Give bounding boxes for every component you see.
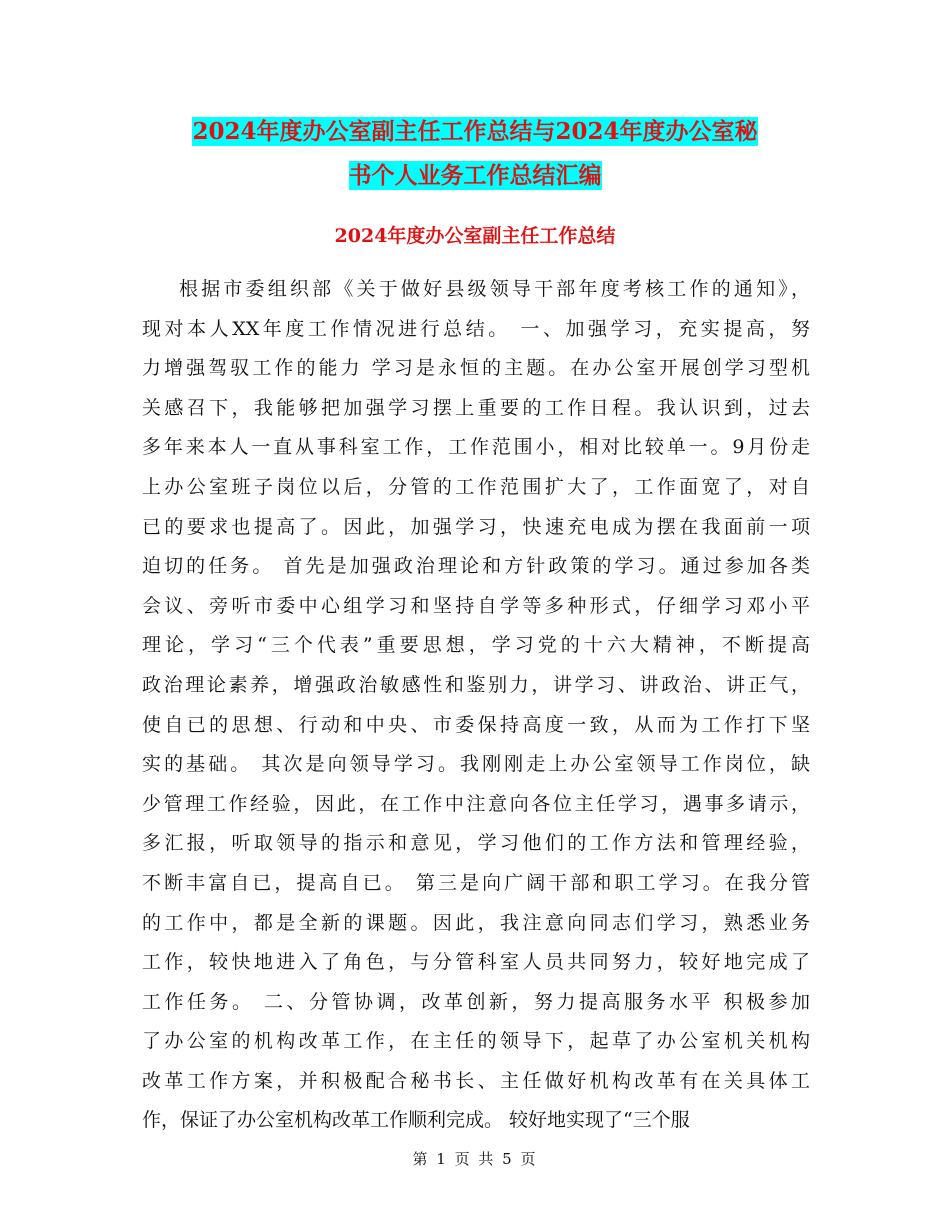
body-line: 已的要求也提高了。因此，加强学习，快速充电成为摆在我面前一项 <box>142 515 810 538</box>
title-highlight-1: 2024年度办公室副主任工作总结与2024年度办公室秘 <box>192 118 758 145</box>
body-line: 工作，较快地进入了角色，与分管科室人员共同努力，较好地完成了 <box>142 951 810 974</box>
body-line: 现对本人XX年度工作情况进行总结。 一、加强学习，充实提高，努 <box>142 317 810 340</box>
body-line: 的工作中，都是全新的课题。因此，我注意向同志们学习，熟悉业务 <box>142 911 810 934</box>
document-title-line-1 <box>0 110 950 154</box>
body-line: 关感召下，我能够把加强学习摆上重要的工作日程。我认识到，过去 <box>142 396 810 419</box>
title-highlight-2: 书个人业务工作总结汇编 <box>348 162 602 189</box>
section-title: 2024年度办公室副主任工作总结 <box>334 225 616 247</box>
body-line: 实的基础。 其次是向领导学习。我刚刚走上办公室领导工作岗位，缺 <box>142 753 810 776</box>
body-line: 工作任务。 二、分管协调，改革创新，努力提高服务水平 积极参加 <box>142 990 810 1013</box>
body-line: 理论，学习“三个代表”重要思想，学习党的十六大精神，不断提高 <box>142 634 810 657</box>
body-line: 多年来本人一直从事科室工作，工作范围小，相对比较单一。9月份走 <box>142 436 810 459</box>
body-line: 少管理工作经验，因此，在工作中注意向各位主任学习，遇事多请示， <box>142 792 810 815</box>
body-line: 使自已的思想、行动和中央、市委保持高度一致，从而为工作打下坚 <box>142 713 810 736</box>
body-line: 了办公室的机构改革工作，在主任的领导下，起草了办公室机关机构 <box>142 1030 810 1053</box>
body-line: 力增强驾驭工作的能力 学习是永恒的主题。在办公室开展创学习型机 <box>142 357 810 380</box>
body-line: 上办公室班子岗位以后，分管的工作范围扩大了，工作面宽了，对自 <box>142 475 810 498</box>
body-line: 根据市委组织部《关于做好县级领导干部年度考核工作的通知》， <box>142 278 810 300</box>
body-line: 不断丰富自已，提高自已。 第三是向广阔干部和职工学习。在我分管 <box>142 871 810 894</box>
body-text <box>142 270 810 1141</box>
body-line: 政治理论素养，增强政治敏感性和鉴别力，讲学习、讲政治、讲正气， <box>142 673 810 696</box>
body-line: 会议、旁听市委中心组学习和坚持自学等多种形式，仔细学习邓小平 <box>142 594 810 617</box>
body-line: 改革工作方案，并积极配合秘书长、主任做好机构改革有在关具体工 <box>142 1069 810 1092</box>
body-line: 多汇报，听取领导的指示和意见，学习他们的工作方法和管理经验， <box>142 832 810 855</box>
document-title-line-2 <box>0 154 950 198</box>
body-line: 迫切的任务。 首先是加强政治理论和方针政策的学习。通过参加各类 <box>142 555 810 578</box>
page-footer: 第 1 页 共 5 页 <box>412 1150 538 1168</box>
body-line: 作，保证了办公室机构改革工作顺利完成。 较好地实现了“三个服 <box>142 1109 690 1132</box>
